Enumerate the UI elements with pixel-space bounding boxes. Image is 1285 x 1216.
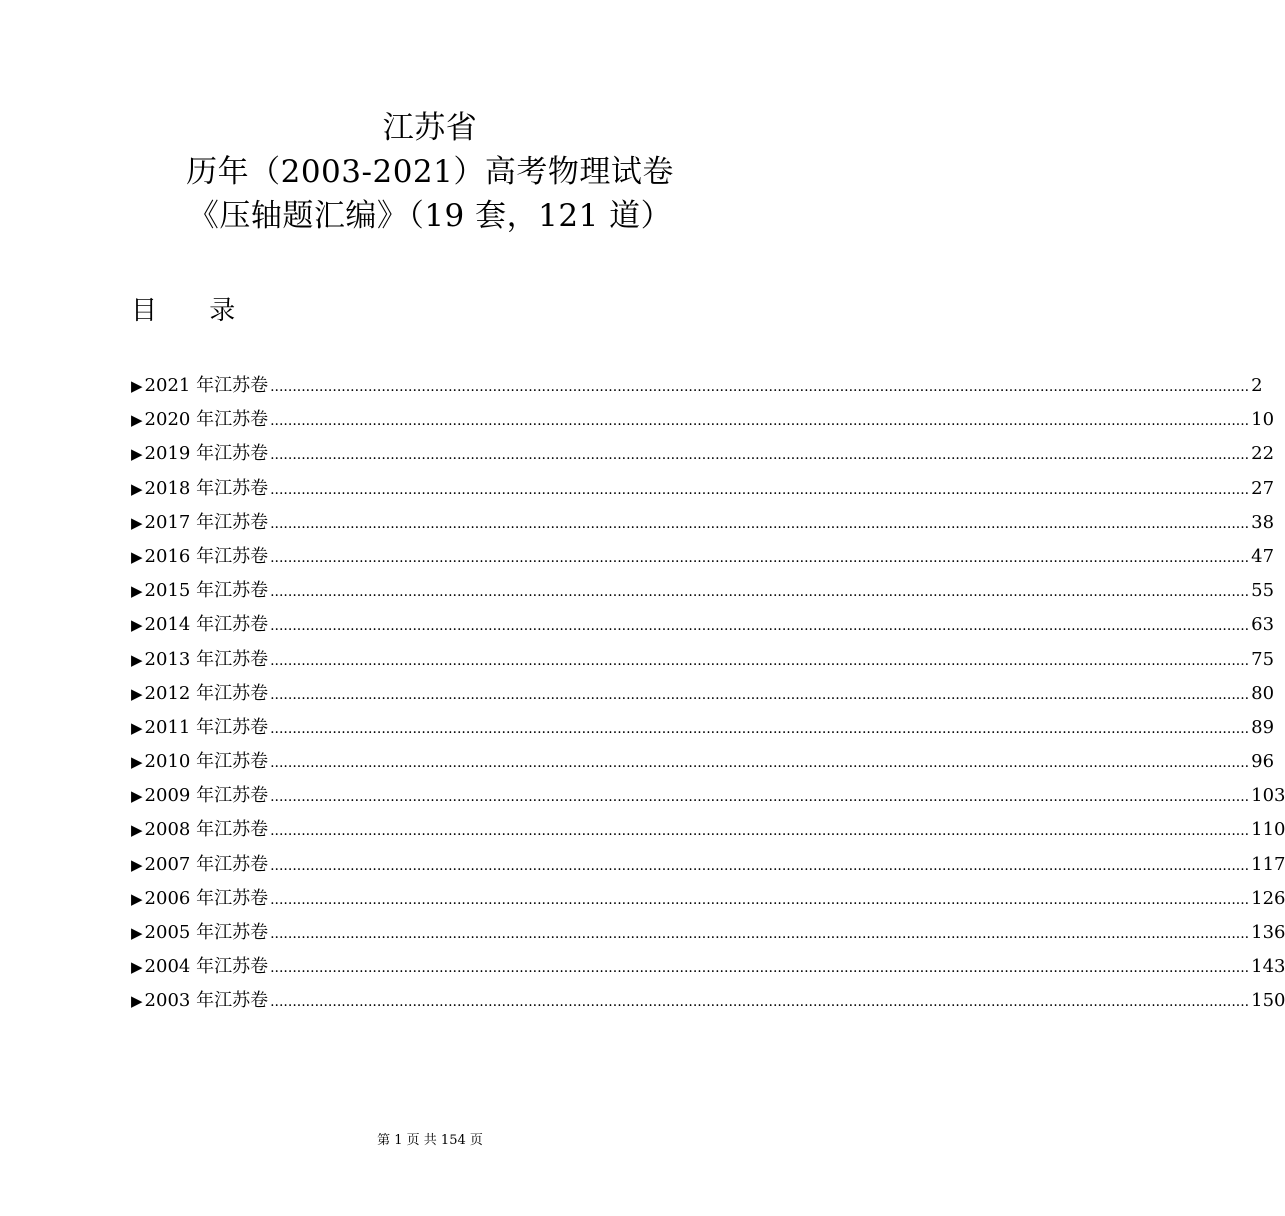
toc-entry[interactable] [131, 576, 1275, 610]
table-of-contents [131, 371, 1285, 1021]
triangle-right-icon: ▶ [131, 753, 143, 772]
toc-entry-label: 2018 年江苏卷 [144, 477, 269, 499]
toc-entry-label: 2016 年江苏卷 [144, 545, 269, 567]
triangle-right-icon: ▶ [131, 377, 143, 395]
toc-entry[interactable] [131, 439, 1275, 473]
toc-dot-leader: ............................................................................................................................................................................................................................ [270, 481, 1250, 498]
toc-entry-label: 2008 年江苏卷 [144, 819, 269, 841]
toc-entry[interactable] [131, 850, 1285, 884]
toc-entry-label: 2021 年江苏卷 [144, 375, 269, 396]
toc-entry[interactable] [131, 474, 1275, 508]
toc-entry-page: 103 [1251, 785, 1285, 807]
toc-entry[interactable] [131, 781, 1285, 815]
title-line-subject: 历年（2003-2021）高考物理试卷 [186, 154, 674, 190]
toc-entry-page: 117 [1251, 853, 1285, 875]
toc-entry-page: 47 [1251, 545, 1275, 567]
triangle-right-icon: ▶ [131, 924, 143, 942]
toc-dot-leader: ............................................................................................................................................................................................................................ [270, 891, 1250, 908]
toc-entry-page: 75 [1251, 648, 1275, 670]
toc-entry[interactable] [131, 986, 1285, 1020]
toc-dot-leader: ............................................................................................................................................................................................................................ [270, 413, 1250, 430]
toc-dot-leader: ............................................................................................................................................................................................................................ [270, 789, 1250, 806]
toc-entry-page: 143 [1251, 956, 1285, 978]
toc-dot-leader: ............................................................................................................................................................................................................................ [270, 447, 1250, 464]
toc-entry[interactable] [131, 952, 1285, 986]
triangle-right-icon: ▶ [131, 718, 143, 737]
title-line-province: 江苏省 [382, 110, 478, 146]
toc-dot-leader: ............................................................................................................................................................................................................................ [270, 686, 1250, 703]
toc-dot-leader: ............................................................................................................................................................................................................................ [270, 994, 1250, 1011]
toc-entry-label: 2017 年江苏卷 [144, 511, 269, 533]
toc-entry[interactable] [131, 884, 1285, 918]
toc-entry-page: 150 [1251, 990, 1285, 1012]
toc-entry-page: 2 [1251, 375, 1263, 396]
toc-dot-leader: ............................................................................................................................................................................................................................ [270, 379, 1250, 395]
toc-entry[interactable] [131, 371, 1263, 405]
triangle-right-icon: ▶ [131, 992, 143, 1011]
toc-entry-label: 2011 年江苏卷 [144, 716, 269, 738]
toc-entry-page: 38 [1251, 511, 1275, 533]
toc-entry-label: 2009 年江苏卷 [144, 785, 269, 807]
triangle-right-icon: ▶ [131, 616, 143, 635]
triangle-right-icon: ▶ [131, 513, 143, 532]
triangle-right-icon: ▶ [131, 445, 143, 464]
toc-dot-leader: ............................................................................................................................................................................................................................ [270, 926, 1250, 942]
toc-entry-label: 2010 年江苏卷 [144, 751, 269, 773]
triangle-right-icon: ▶ [131, 411, 143, 430]
triangle-right-icon: ▶ [131, 684, 143, 703]
toc-entry-label: 2014 年江苏卷 [144, 614, 269, 636]
page-footer: 第 1 页 共 154 页 [377, 1133, 483, 1148]
toc-entry-label: 2003 年江苏卷 [144, 990, 269, 1012]
toc-entry[interactable] [131, 815, 1285, 849]
toc-entry-label: 2006 年江苏卷 [144, 887, 269, 909]
toc-entry-label: 2020 年江苏卷 [144, 409, 269, 431]
toc-dot-leader: ............................................................................................................................................................................................................................ [270, 618, 1250, 635]
toc-entry[interactable] [131, 645, 1275, 679]
toc-entry[interactable] [131, 747, 1275, 781]
triangle-right-icon: ▶ [131, 479, 143, 498]
toc-entry[interactable] [131, 713, 1275, 747]
toc-dot-leader: ............................................................................................................................................................................................................................ [270, 584, 1250, 601]
toc-entry-label: 2012 年江苏卷 [144, 682, 269, 704]
toc-dot-leader: ............................................................................................................................................................................................................................ [270, 960, 1250, 977]
triangle-right-icon: ▶ [131, 547, 143, 566]
toc-entry-page: 136 [1251, 922, 1285, 943]
toc-entry-page: 63 [1251, 614, 1275, 636]
toc-entry-page: 96 [1251, 751, 1275, 773]
toc-entry-label: 2019 年江苏卷 [144, 443, 269, 465]
toc-dot-leader: ............................................................................................................................................................................................................................ [270, 823, 1250, 840]
toc-dot-leader: ............................................................................................................................................................................................................................ [270, 857, 1250, 874]
toc-dot-leader: ............................................................................................................................................................................................................................ [270, 720, 1250, 737]
toc-dot-leader: ............................................................................................................................................................................................................................ [270, 549, 1250, 566]
triangle-right-icon: ▶ [131, 889, 143, 908]
toc-dot-leader: ............................................................................................................................................................................................................................ [270, 652, 1250, 669]
triangle-right-icon: ▶ [131, 650, 143, 669]
toc-entry-page: 22 [1251, 443, 1275, 465]
toc-entry[interactable] [131, 542, 1275, 576]
toc-entry-label: 2004 年江苏卷 [144, 956, 269, 978]
title-line-collection: 《压轴题汇编》（19 套，121 道） [187, 198, 673, 234]
triangle-right-icon: ▶ [131, 855, 143, 874]
toc-entry[interactable] [131, 508, 1275, 542]
toc-heading: 目 录 [131, 296, 258, 326]
triangle-right-icon: ▶ [131, 582, 143, 601]
triangle-right-icon: ▶ [131, 958, 143, 977]
toc-entry-page: 27 [1251, 477, 1275, 499]
toc-entry-page: 10 [1251, 409, 1275, 431]
toc-entry[interactable] [131, 679, 1275, 713]
toc-dot-leader: ............................................................................................................................................................................................................................ [270, 515, 1250, 532]
toc-entry-label: 2007 年江苏卷 [144, 853, 269, 875]
toc-entry-page: 126 [1251, 887, 1285, 909]
toc-dot-leader: ............................................................................................................................................................................................................................ [270, 755, 1250, 772]
toc-entry[interactable] [131, 610, 1275, 644]
toc-entry-page: 80 [1251, 682, 1275, 704]
document-title [0, 106, 860, 238]
toc-entry-label: 2013 年江苏卷 [144, 648, 269, 670]
toc-entry-page: 55 [1251, 580, 1275, 602]
toc-entry-label: 2015 年江苏卷 [144, 580, 269, 602]
toc-entry[interactable] [131, 405, 1275, 439]
toc-entry-page: 110 [1251, 819, 1285, 841]
triangle-right-icon: ▶ [131, 787, 143, 806]
triangle-right-icon: ▶ [131, 821, 143, 840]
toc-entry-label: 2005 年江苏卷 [144, 922, 269, 943]
toc-entry[interactable] [131, 918, 1285, 952]
toc-entry-page: 89 [1251, 716, 1275, 738]
